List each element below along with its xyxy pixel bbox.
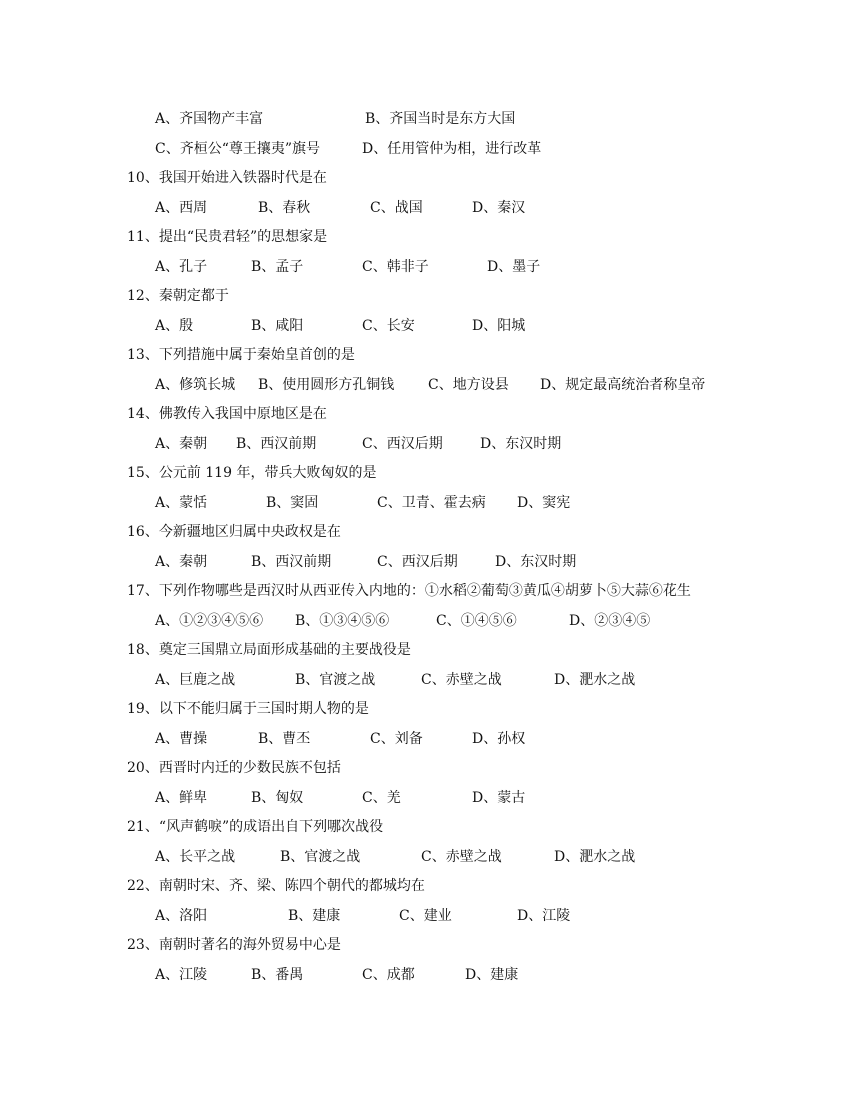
option-d: D、任用管仲为相，进行改革: [362, 141, 542, 157]
option-d: D、淝水之战: [554, 672, 636, 688]
option-a: A、秦朝: [155, 554, 208, 570]
question-line: [0, 341, 860, 369]
question-line: [0, 754, 860, 782]
question-line: [0, 636, 860, 664]
option-row: [0, 105, 860, 133]
question-line: [0, 695, 860, 723]
question-line: [0, 400, 860, 428]
option-a: A、秦朝: [155, 436, 208, 452]
option-d: D、秦汉: [472, 200, 526, 216]
option-a: A、长平之战: [155, 849, 236, 865]
option-c: C、赤壁之战: [421, 849, 502, 865]
question-line: [0, 223, 860, 251]
option-d: D、江陵: [517, 908, 571, 924]
option-a: A、孔子: [155, 259, 208, 275]
question-text: 15、公元前 119 年，带兵大败匈奴的是: [127, 465, 377, 481]
question-text: 23、南朝时著名的海外贸易中心是: [127, 937, 341, 953]
question-text: 21、“风声鹤唳”的成语出自下列哪次战役: [127, 819, 384, 835]
option-d: D、孙权: [472, 731, 526, 747]
question-line: [0, 459, 860, 487]
question-line: [0, 577, 860, 605]
question-line: [0, 518, 860, 546]
option-a: A、①②③④⑤⑥: [155, 613, 264, 629]
option-c: C、羌: [362, 790, 401, 806]
option-b: B、官渡之战: [280, 849, 361, 865]
option-row: [0, 253, 860, 281]
question-text: 10、我国开始进入铁器时代是在: [127, 170, 327, 186]
question-text: 16、今新疆地区归属中央政权是在: [127, 524, 341, 540]
option-b: B、番禺: [251, 967, 304, 983]
question-text: 14、佛教传入我国中原地区是在: [127, 406, 327, 422]
option-d: D、蒙古: [472, 790, 526, 806]
option-d: D、窦宪: [517, 495, 571, 511]
option-b: B、使用圆形方孔铜钱: [258, 377, 395, 393]
option-b: B、孟子: [251, 259, 304, 275]
option-b: B、①③④⑤⑥: [295, 613, 390, 629]
option-row: [0, 784, 860, 812]
option-d: D、建康: [465, 967, 519, 983]
option-a: A、殷: [155, 318, 194, 334]
option-b: B、曹丕: [258, 731, 311, 747]
option-row: [0, 843, 860, 871]
option-row: [0, 371, 860, 399]
question-text: 17、下列作物哪些是西汉时从西亚传入内地的：①水稻②葡萄③黄瓜④胡萝卜⑤大蒜⑥花生: [127, 583, 691, 599]
option-a: A、蒙恬: [155, 495, 208, 511]
option-b: B、官渡之战: [295, 672, 376, 688]
question-line: [0, 813, 860, 841]
option-a: A、鲜卑: [155, 790, 208, 806]
option-row: [0, 312, 860, 340]
option-row: [0, 725, 860, 753]
option-d: D、②③④⑤: [569, 613, 651, 629]
option-b: B、西汉前期: [236, 436, 317, 452]
option-row: [0, 607, 860, 635]
option-a: A、江陵: [155, 967, 208, 983]
option-c: C、长安: [362, 318, 415, 334]
option-c: C、刘备: [370, 731, 423, 747]
question-text: 22、南朝时宋、齐、梁、陈四个朝代的都城均在: [127, 878, 425, 894]
option-a: A、修筑长城: [155, 377, 236, 393]
option-row: [0, 489, 860, 517]
option-a: A、巨鹿之战: [155, 672, 236, 688]
option-d: D、阳城: [472, 318, 526, 334]
question-text: 19、以下不能归属于三国时期人物的是: [127, 701, 369, 717]
option-a: A、齐国物产丰富: [155, 111, 264, 127]
option-row: [0, 961, 860, 989]
option-c: C、赤壁之战: [421, 672, 502, 688]
question-line: [0, 931, 860, 959]
option-row: [0, 548, 860, 576]
option-d: D、墨子: [487, 259, 541, 275]
option-c: C、建业: [399, 908, 452, 924]
option-b: B、咸阳: [251, 318, 304, 334]
option-c: C、齐桓公“尊王攘夷”旗号: [155, 141, 321, 157]
question-text: 13、下列措施中属于秦始皇首创的是: [127, 347, 355, 363]
option-d: D、淝水之战: [554, 849, 636, 865]
option-c: C、①④⑤⑥: [436, 613, 517, 629]
question-text: 11、提出“民贵君轻”的思想家是: [127, 229, 328, 245]
question-text: 20、西晋时内迁的少数民族不包括: [127, 760, 341, 776]
option-b: B、建康: [288, 908, 341, 924]
option-c: C、韩非子: [362, 259, 429, 275]
option-c: C、战国: [370, 200, 423, 216]
option-b: B、齐国当时是东方大国: [365, 111, 516, 127]
option-row: [0, 666, 860, 694]
option-b: B、春秋: [258, 200, 311, 216]
option-d: D、东汉时期: [495, 554, 577, 570]
option-c: C、西汉后期: [377, 554, 458, 570]
question-line: [0, 164, 860, 192]
option-row: [0, 902, 860, 930]
option-a: A、西周: [155, 200, 208, 216]
option-c: C、地方设县: [428, 377, 509, 393]
question-text: 12、秦朝定都于: [127, 288, 229, 304]
option-row: [0, 135, 860, 163]
option-c: C、西汉后期: [362, 436, 443, 452]
question-line: [0, 872, 860, 900]
option-row: [0, 430, 860, 458]
option-d: D、规定最高统治者称皇帝: [540, 377, 706, 393]
option-c: C、成都: [362, 967, 415, 983]
option-row: [0, 194, 860, 222]
option-d: D、东汉时期: [480, 436, 562, 452]
question-line: [0, 282, 860, 310]
option-a: A、洛阳: [155, 908, 208, 924]
option-b: B、窦固: [266, 495, 319, 511]
option-a: A、曹操: [155, 731, 208, 747]
option-c: C、卫青、霍去病: [377, 495, 486, 511]
question-text: 18、奠定三国鼎立局面形成基础的主要战役是: [127, 642, 411, 658]
option-b: B、匈奴: [251, 790, 304, 806]
option-b: B、西汉前期: [251, 554, 332, 570]
